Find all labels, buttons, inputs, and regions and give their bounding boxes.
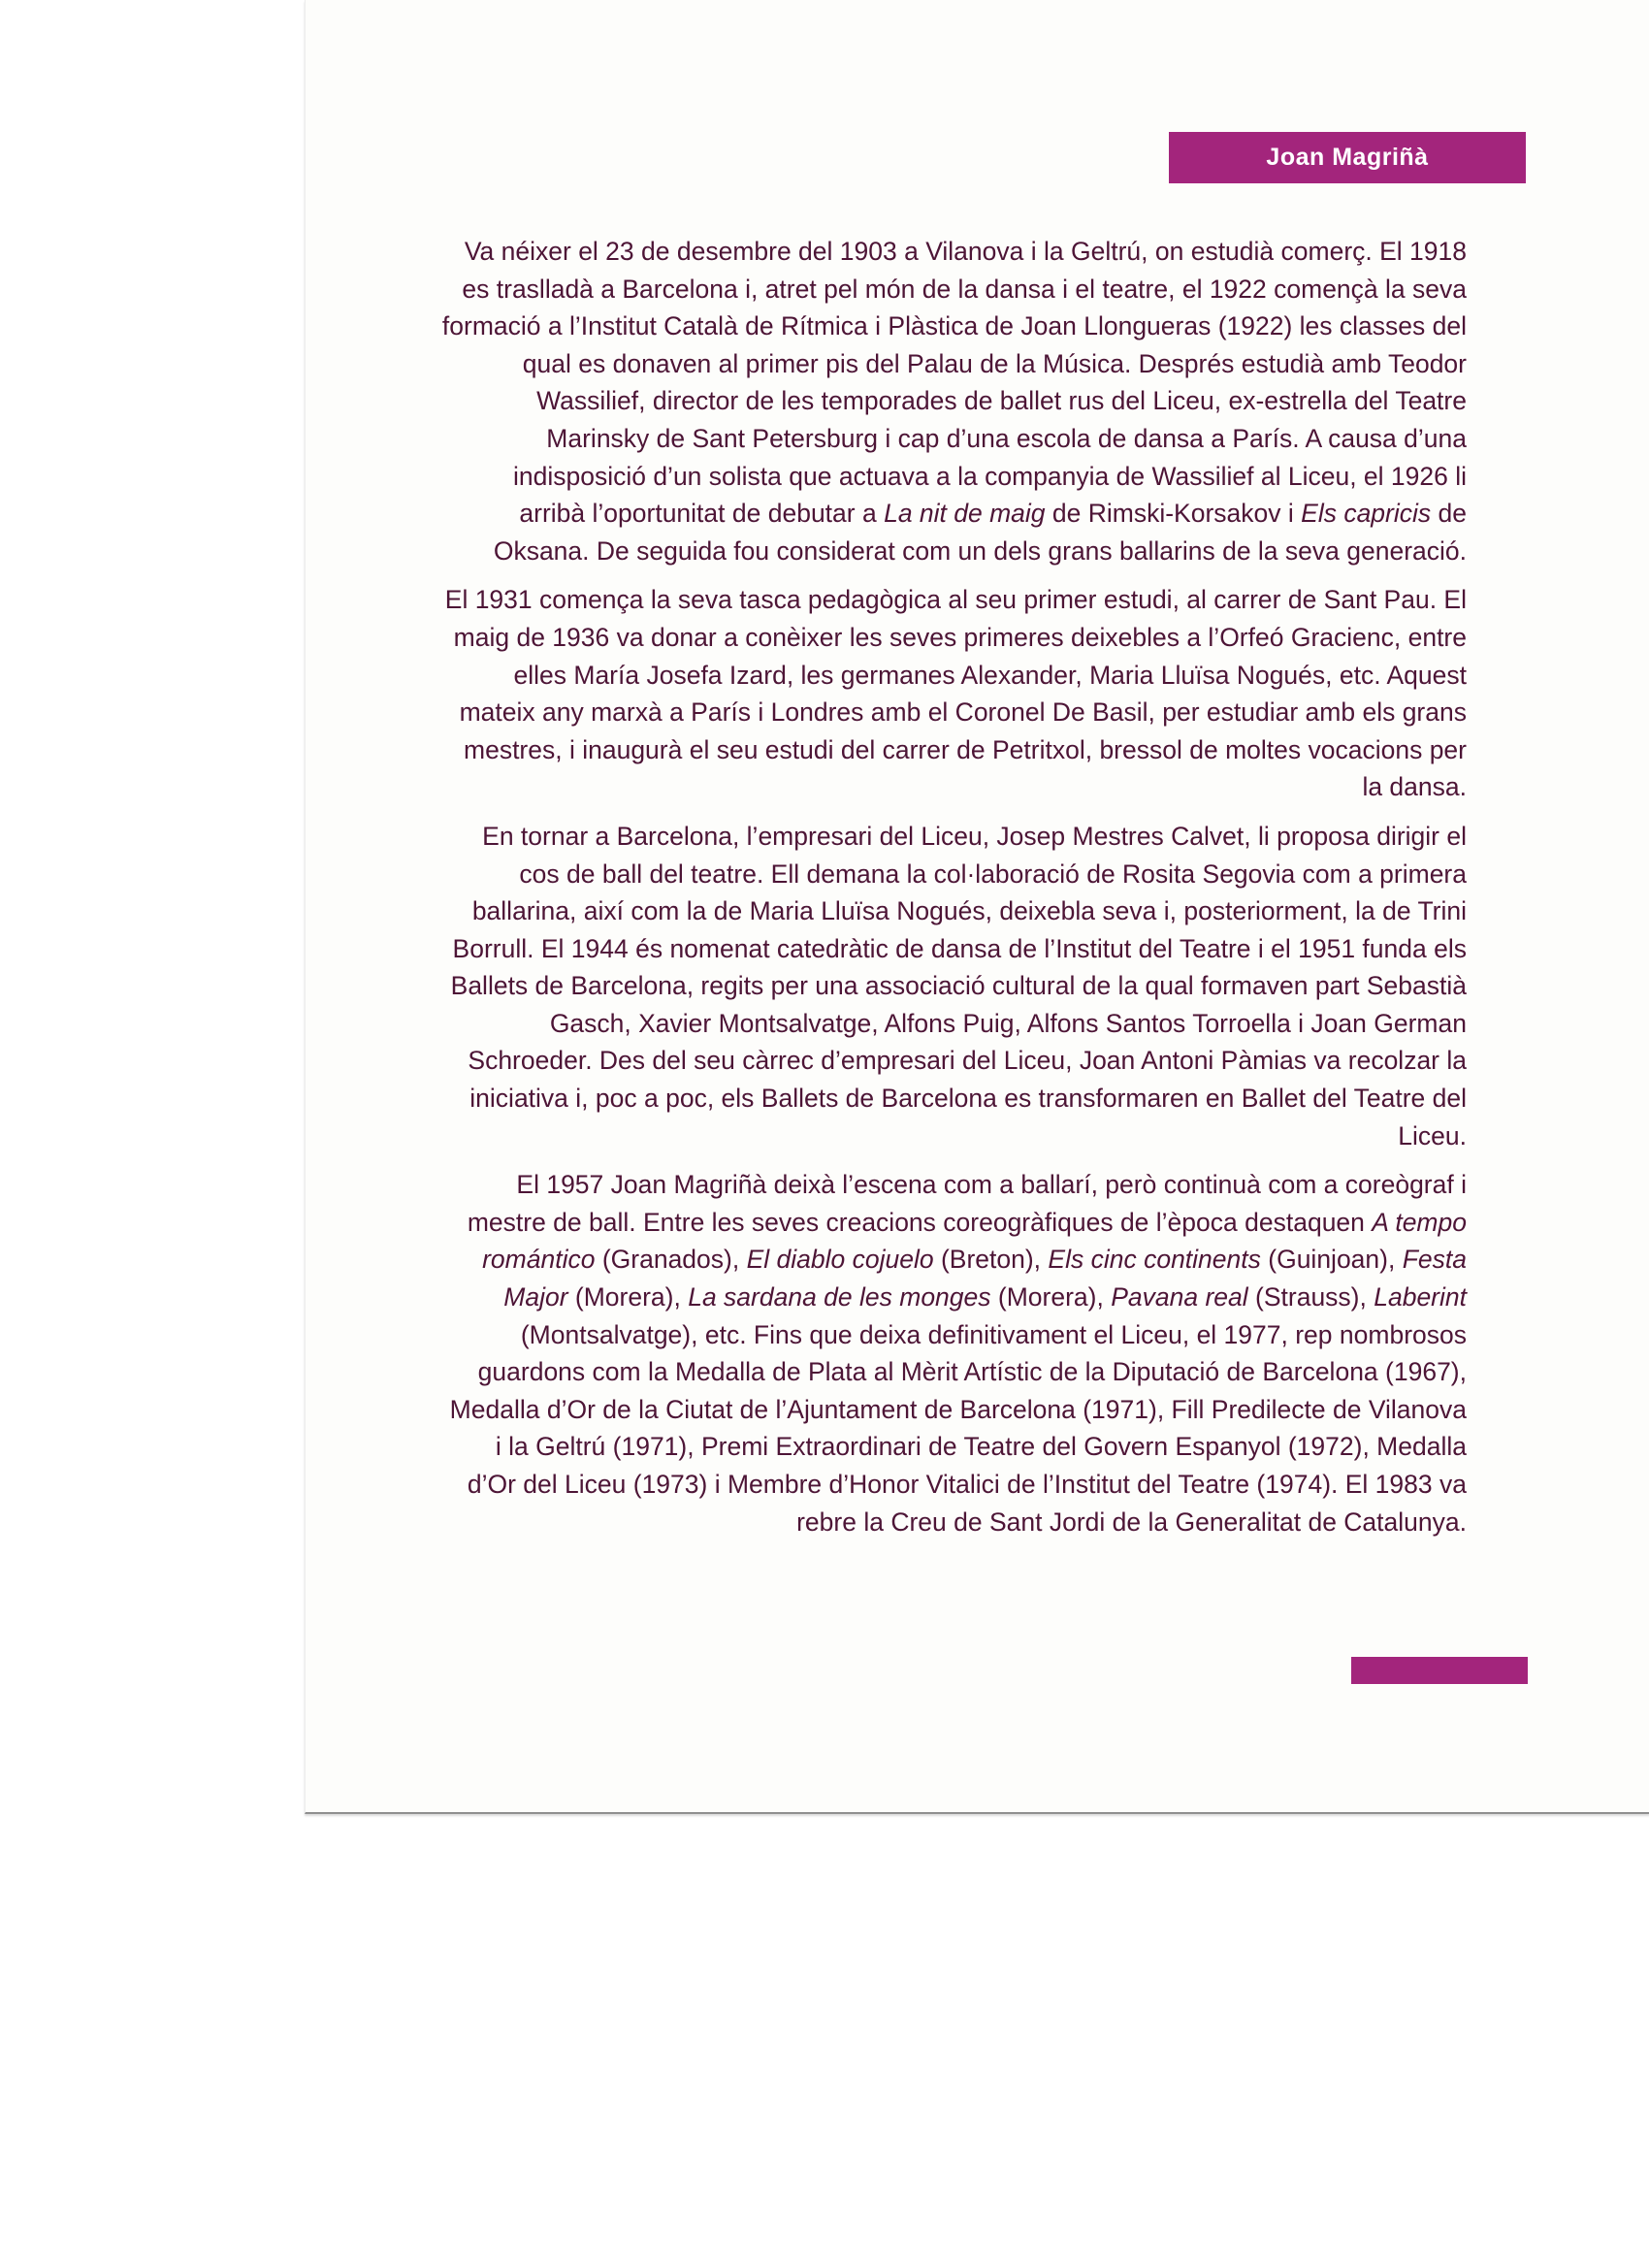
paragraph-teaching: El 1931 comença la seva tasca pedagògica al seu primer estudi, al carrer de Sant Pau. El maig de 1936 va donar a conèixer les seves primeres deixebles a l’Orfeó Gracienc, entre elles María Josefa Izard, les germanes Alexander, Maria Lluïsa Nogués, etc. Aquest mateix any marxà a París i Londres amb el Coronel De Basil, per estudiar amb els grans mestres, i inaugurà el seu estudi del carrer de Petritxol, bressol de moltes vocacions per la dansa. bbox=[444, 585, 1467, 802]
paragraph-text: Va néixer el 23 de desembre del 1903 a Vilanova i la Geltrú, on estudià comerç. El 1918 es traslladà a Barcelona i, atret pel món de la dansa i el teatre, el 1922 començà la seva formació a l’Institut Català de Rítmica i Plàstica de Joan Llongueras (1922) les classes del qual es donaven al primer pis del Palau de la Música. Després estudià amb Teodor Wassilief, director de les temporades de ballet rus del Liceu, ex-estrella del Teatre Marinsky de Sant Petersburg i cap d’una escola de dansa a París. A causa d’una indisposició d’un solista que actuava a la companyia de Wassilief al Liceu, el 1926 li arribà l’oportunitat de debutar a bbox=[441, 237, 1467, 529]
work-title: Els cinc continents bbox=[1048, 1245, 1261, 1275]
work-title: La sardana de les monges bbox=[688, 1282, 991, 1312]
paragraph-text: (Breton), bbox=[933, 1245, 1049, 1275]
biography-text bbox=[441, 233, 1467, 1552]
paragraph-text: (Strauss), bbox=[1247, 1282, 1374, 1312]
paragraph-text: (Morera), bbox=[990, 1282, 1112, 1312]
work-title: Festa Major bbox=[503, 1245, 1467, 1312]
paragraph-text: (Guinjoan), bbox=[1260, 1245, 1403, 1275]
title-banner bbox=[1169, 132, 1526, 183]
work-title: Pavana real bbox=[1111, 1282, 1248, 1312]
paragraph-text: (Montsalvatge), etc. Fins que deixa definitivament el Liceu, el 1977, rep nombrosos guardons com la Medalla de Plata al Mèrit Artístic de la Diputació de Barcelona (1967), Medalla d’Or de la Ciutat de l’Ajuntament de Barcelona (1971), Fill Predilecte de Vilanova i la Geltrú (1971), Premi Extraordinari de Teatre del Govern Espanyol (1972), Medalla d’Or del Liceu (1973) i Membre d’Honor Vitalici de l’Institut del Teatre (1974). El 1983 va rebre la Creu de Sant Jordi de la Generalitat de Catalunya. bbox=[449, 1319, 1467, 1537]
work-title: A tempo romántico bbox=[482, 1207, 1467, 1275]
end-marker-bar bbox=[1351, 1657, 1528, 1684]
paragraph-text: de Oksana. De seguida fou considerat com un dels grans ballarins de la seva generació. bbox=[493, 499, 1467, 566]
paragraph-choreography bbox=[441, 1166, 1467, 1540]
page-title: Joan Magriñà bbox=[1266, 144, 1429, 171]
work-title: Els capricis bbox=[1301, 499, 1432, 529]
paragraph-liceu: En tornar a Barcelona, l’empresari del Liceu, Josep Mestres Calvet, li proposa dirigir el cos de ball del teatre. Ell demana la col·laboració de Rosita Segovia com a primera ballarina, així com la de Maria Lluïsa Nogués, deixebla seva i, posteriorment, la de Trini Borrull. El 1944 és nomenat catedràtic de dansa de l’Institut del Teatre i el 1951 funda els Ballets de Barcelona, regits per una associació cultural de la qual formaven part Sebastià Gasch, Xavier Montsalvatge, Alfons Puig, Alfons Santos Torroella i Joan German Schroeder. Des del seu càrrec d’empresari del Liceu, Joan Antoni Pàmias va recolzar la iniciativa i, poc a poc, els Ballets de Barcelona es transformaren en Ballet del Teatre del Liceu. bbox=[450, 821, 1467, 1150]
paragraph-text: de Rimski-Korsakov i bbox=[1045, 499, 1302, 529]
paragraph-early-years bbox=[441, 233, 1467, 569]
paragraph-text: El 1957 Joan Magriñà deixà l’escena com a ballarí, però continuà com a coreògraf i mestre de ball. Entre les seves creacions coreogràfiques de l’època destaquen bbox=[467, 1170, 1467, 1237]
paragraph-text: (Granados), bbox=[595, 1245, 747, 1275]
work-title: Laberint bbox=[1374, 1282, 1467, 1312]
work-title: La nit de maig bbox=[884, 499, 1046, 529]
work-title: El diablo cojuelo bbox=[746, 1245, 934, 1275]
paragraph-text: (Morera), bbox=[567, 1282, 689, 1312]
